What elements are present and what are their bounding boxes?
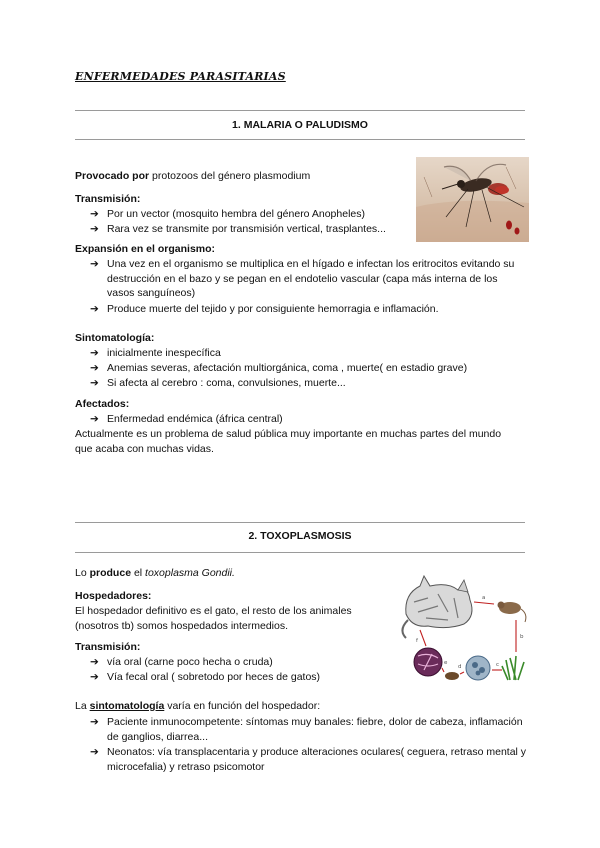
- section-heading-toxoplasmosis: 2. TOXOPLASMOSIS: [248, 530, 352, 542]
- section-divider-top: [75, 110, 525, 111]
- cycle-label: d: [458, 664, 462, 670]
- transmision-heading: Transmisión:: [75, 641, 141, 653]
- arrow-bullet-icon: ➔: [90, 377, 99, 389]
- toxoplasma-cycle-diagram: [398, 572, 530, 682]
- provocado-line: [75, 170, 310, 183]
- hospedadores-text: (nosotros tb) somos hospedados intermedios.: [75, 620, 289, 632]
- section-heading-malaria: 1. MALARIA O PALUDISMO: [232, 119, 368, 131]
- list-item: Anemias severas, afectación multiorgánica, coma , muerte( en estadio grave): [107, 362, 468, 374]
- arrow-bullet-icon: ➔: [90, 746, 99, 758]
- feces-icon: [445, 672, 459, 680]
- sintomatologia-line: [75, 700, 320, 713]
- cycle-label: a: [482, 595, 486, 601]
- produce-prefix: Lo: [75, 567, 90, 579]
- hospedadores-heading: Hospedadores:: [75, 590, 152, 602]
- sintomatologia-heading: Sintomatología:: [75, 332, 155, 344]
- sint-bold: sintomatología: [89, 700, 165, 712]
- list-item: Enfermedad endémica (áfrica central): [107, 413, 283, 425]
- arrow-bullet-icon: ➔: [90, 671, 99, 683]
- arrow-bullet-icon: ➔: [90, 656, 99, 668]
- arrow-bullet-icon: ➔: [90, 258, 99, 270]
- list-item: Vía fecal oral ( sobretodo por heces de gatos): [107, 671, 321, 683]
- afectados-heading: Afectados:: [75, 398, 130, 410]
- section-divider-top: [75, 522, 525, 523]
- document-title: ENFERMEDADES PARASITARIAS: [75, 70, 286, 83]
- grass-icon: [502, 656, 524, 680]
- list-item: Una vez en el organismo se multiplica en el hígado e infectan los eritrocitos evitando su destrucción en el bazo y se pegan en el endotelio vascular (capa más interna de los vasos sanguíneos): [107, 258, 515, 299]
- provocado-text: protozoos del género plasmodium: [149, 170, 311, 182]
- closing-text: Actualmente es un problema de salud pública muy importante en muchas partes del mundo: [75, 428, 502, 440]
- arrow-bullet-icon: ➔: [90, 208, 99, 220]
- cycle-label: b: [520, 634, 524, 640]
- list-item: Produce muerte del tejido y por consiguiente hemorragia e inflamación.: [107, 303, 439, 315]
- cycle-label: c: [496, 662, 500, 668]
- arrow-bullet-icon: ➔: [90, 413, 99, 425]
- cyst-icon: [466, 656, 490, 680]
- list-item: Por un vector (mosquito hembra del género Anopheles): [107, 208, 365, 220]
- cycle-label: f: [416, 638, 418, 644]
- expansion-heading: Expansión en el organismo:: [75, 243, 216, 255]
- list-item: inicialmente inespecífica: [107, 347, 221, 359]
- sint-suffix: varía en función del hospedador:: [164, 700, 321, 712]
- section-divider-bottom: [75, 552, 525, 553]
- rat-icon: [498, 602, 526, 623]
- sint-prefix: La: [75, 700, 90, 712]
- list-item: Paciente inmunocompetente: síntomas muy banales: fiebre, dolor de cabeza, inflamación de ganglios, diarrea...: [107, 716, 523, 743]
- produce-bold: produce: [89, 567, 132, 579]
- hospedadores-text: El hospedador definitivo es el gato, el resto de los animales: [75, 605, 352, 617]
- transmision-heading: Transmisión:: [75, 193, 141, 205]
- provocado-label: Provocado por: [75, 170, 150, 182]
- arrow-bullet-icon: ➔: [90, 362, 99, 374]
- list-item: vía oral (carne poco hecha o cruda): [107, 656, 273, 668]
- produce-line: [75, 567, 235, 580]
- cell-icon: [414, 648, 442, 676]
- list-item: Si afecta al cerebro : coma, convulsiones, muerte...: [107, 377, 346, 389]
- arrow-bullet-icon: ➔: [90, 716, 99, 728]
- life-cycle-illustration: [398, 572, 530, 682]
- parasite-name: toxoplasma Gondii.: [145, 567, 235, 579]
- produce-mid: el: [131, 567, 146, 579]
- list-item: Neonatos: vía transplacentaria y produce alteraciones oculares( ceguera, retraso mental y microcefalia) y retraso psicomotor: [107, 746, 527, 773]
- arrow-bullet-icon: ➔: [90, 223, 99, 235]
- cat-icon: [402, 576, 472, 638]
- cycle-label: e: [444, 660, 448, 666]
- closing-text: que acaba con muchas vidas.: [75, 443, 214, 455]
- list-item: Rara vez se transmite por transmisión vertical, trasplantes...: [107, 223, 386, 235]
- arrow-bullet-icon: ➔: [90, 347, 99, 359]
- section-divider-bottom: [75, 139, 525, 140]
- arrow-bullet-icon: ➔: [90, 303, 99, 315]
